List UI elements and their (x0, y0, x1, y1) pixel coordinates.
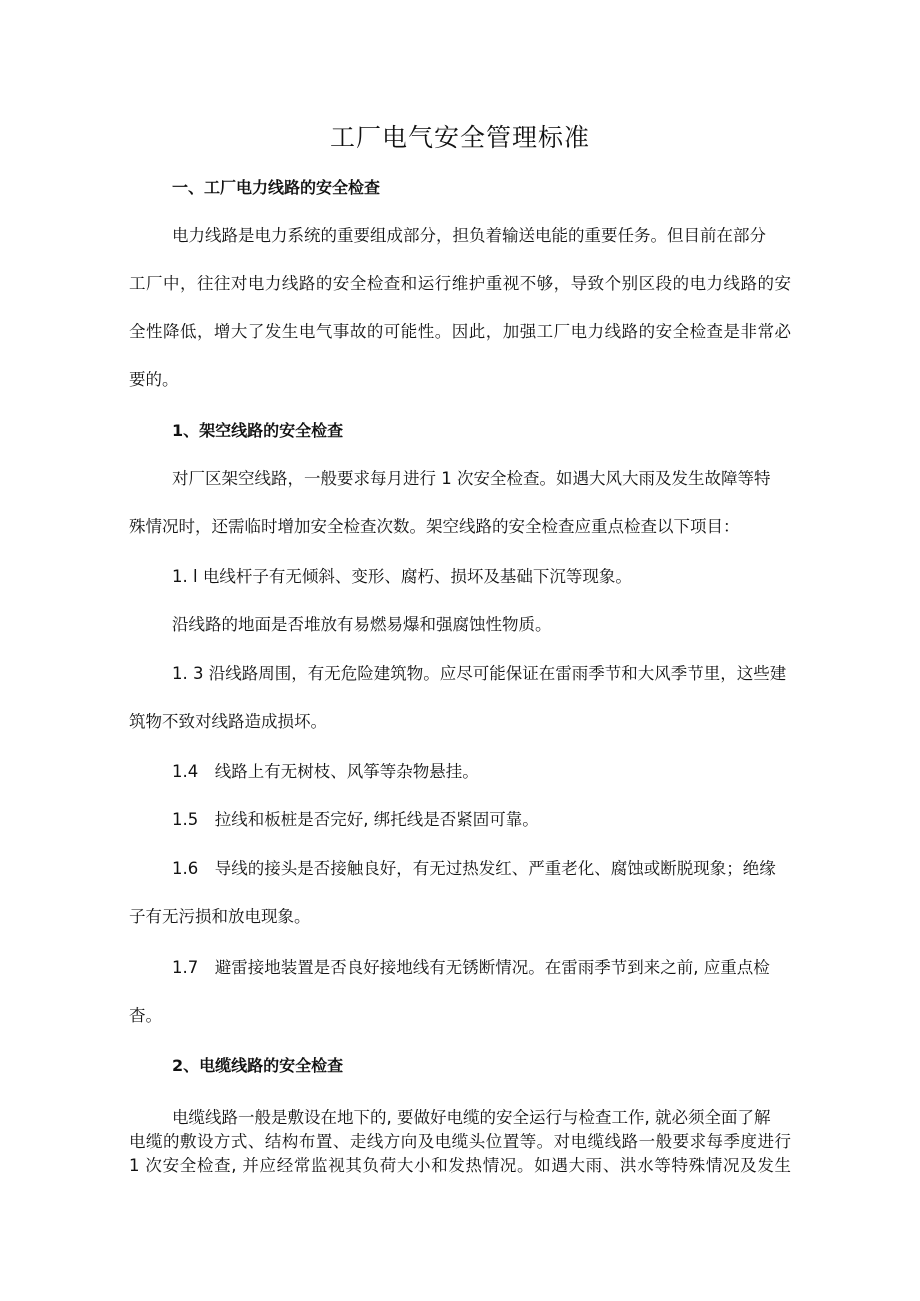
section1-heading: 一、工厂电力线路的安全检查 (172, 178, 381, 197)
item-1-6-line1: 1.6 导线的接头是否接触良好，有无过热发红、严重老化、腐蚀或断脱现象；绝缘 (172, 859, 776, 878)
para3-line1: 电缆线路一般是敷设在地下的, 要做好电缆的安全运行与检查工作, 就必须全面了解 (172, 1108, 771, 1127)
item-1-3-line2: 筑物不致对线路造成损坏。 (129, 712, 327, 731)
item-1-5: 1.5 拉线和板桩是否完好, 绑托线是否紧固可靠。 (172, 810, 539, 829)
para1-line3: 全性降低，增大了发生电气事故的可能性。因此，加强工厂电力线路的安全检查是非常必 (129, 322, 791, 341)
para2-line1: 对厂区架空线路，一般要求每月进行 1 次安全检查。如遇大风大雨及发生故障等特 (172, 469, 771, 488)
para1-line4: 要的。 (129, 370, 179, 389)
item-1-2: 沿线路的地面是否堆放有易燃易爆和强腐蚀性物质。 (172, 615, 552, 634)
item-1-7-line1: 1.7 避雷接地装置是否良好接地线有无锈断情况。在雷雨季节到来之前, 应重点检 (172, 958, 770, 977)
sub2-heading: 2、电缆线路的安全检查 (172, 1056, 344, 1075)
item-1-6-line2: 子有无污损和放电现象。 (129, 907, 311, 926)
para3-line2: 电缆的敷设方式、结构布置、走线方向及电缆头位置等。对电缆线路一般要求每季度进行 (129, 1132, 791, 1151)
item-1-1: 1. l 电线杆子有无倾斜、变形、腐朽、损坏及基础下沉等现象。 (172, 567, 632, 586)
para1-line2: 工厂中，往往对电力线路的安全检查和运行维护重视不够，导致个别区段的电力线路的安 (129, 274, 791, 293)
item-1-7-line2: 杳。 (129, 1006, 162, 1025)
document-title: 工厂电气安全管理标准 (329, 123, 590, 152)
item-1-3-line1: 1. 3 沿线路周围，有无危险建筑物。应尽可能保证在雷雨季节和大风季节里，这些建 (172, 664, 787, 683)
sub1-heading: 1、架空线路的安全检查 (172, 421, 344, 440)
para1-line1: 电力线路是电力系统的重要组成部分，担负着输送电能的重要任务。但目前在部分 (172, 226, 766, 245)
para2-line2: 殊情况时，还需临时增加安全检查次数。架空线路的安全检查应重点检查以下项目： (129, 517, 740, 536)
para3-line3: 1 次安全检查, 并应经常监视其负荷大小和发热情况。如遇大雨、洪水等特殊情况及发生 (129, 1156, 791, 1175)
item-1-4: 1.4 线路上有无树枝、风筝等杂物悬挂。 (172, 762, 479, 781)
